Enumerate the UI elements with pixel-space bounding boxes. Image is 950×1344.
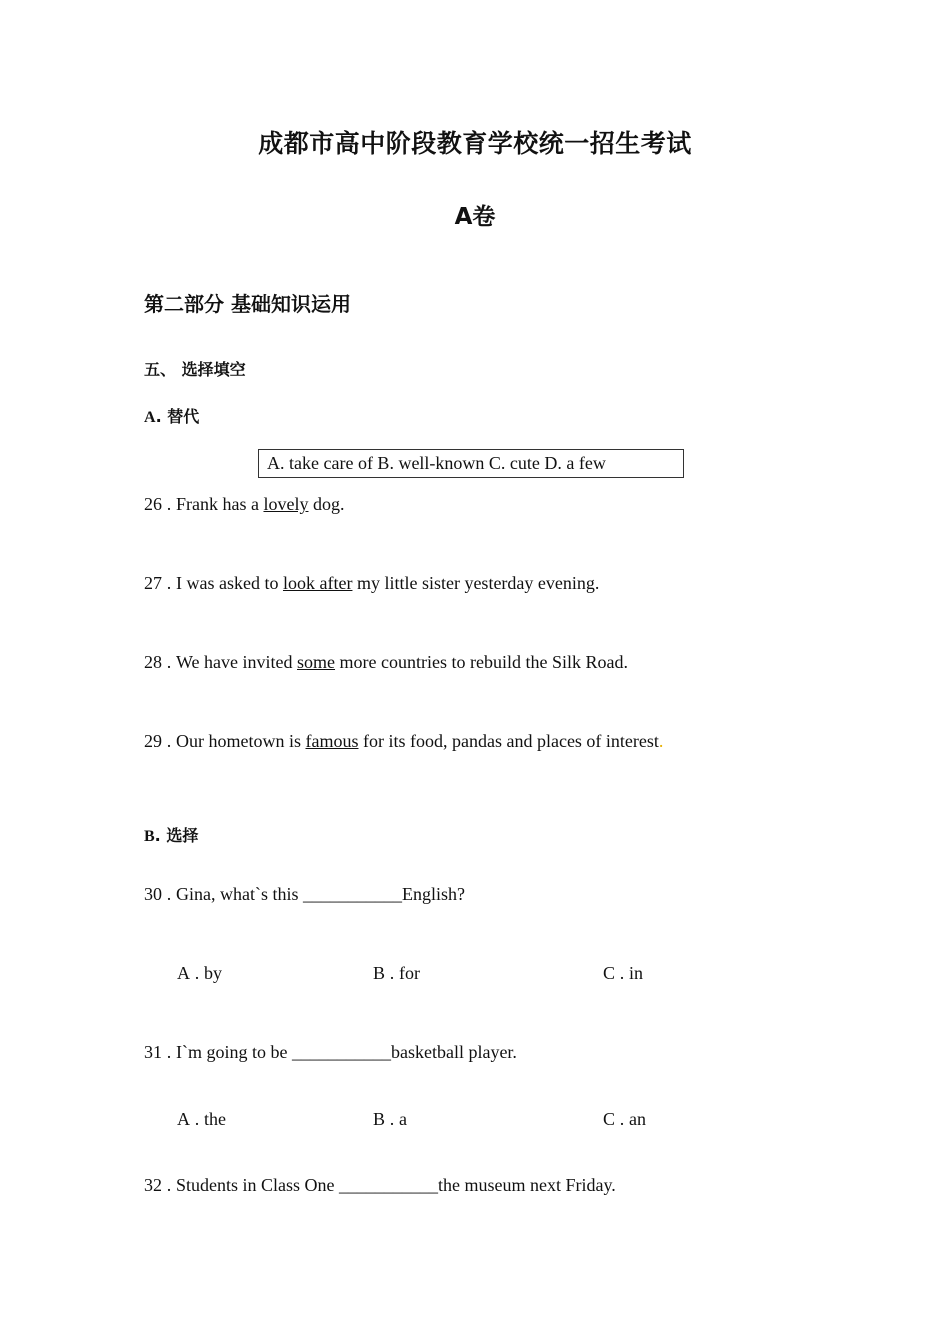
subsection-b-heading: [144, 823, 198, 846]
question-sep: .: [166, 884, 172, 904]
option-text: in: [629, 963, 644, 983]
paper-label: A卷: [454, 204, 496, 230]
edit-mark: .: [658, 731, 664, 751]
option-c: [603, 963, 643, 984]
option-text: the: [204, 1109, 226, 1129]
subsection-a-heading: [144, 404, 199, 427]
option-text: for: [399, 963, 421, 983]
option-sep: .: [619, 1109, 625, 1129]
option-letter: A: [177, 1109, 190, 1129]
question-27: [144, 573, 599, 594]
option-letter: C: [603, 963, 616, 983]
option-letter: B: [373, 1109, 386, 1129]
subsection-a-label: A: [144, 409, 156, 426]
option-sep: .: [389, 963, 395, 983]
question-sep: .: [166, 573, 172, 593]
question-text: Students in Class One ___________the museum next Friday.: [176, 1175, 616, 1195]
question-number: 32: [144, 1175, 162, 1195]
option-sep: .: [194, 963, 200, 983]
question-31: [144, 1042, 517, 1063]
question-text-end: for its food, pandas and places of interest: [358, 731, 659, 751]
question-32: [144, 1175, 616, 1196]
underlined-word: lovely: [263, 494, 309, 514]
question-text: Gina, what`s this ___________English?: [176, 884, 465, 904]
section-heading: 五、 选择填空: [144, 360, 246, 379]
underlined-word: famous: [305, 731, 359, 751]
exam-title: 成都市高中阶段教育学校统一招生考试: [258, 129, 692, 158]
question-text: I`m going to be ___________basketball player.: [176, 1042, 517, 1062]
underlined-word: look after: [282, 573, 353, 593]
question-26: [144, 494, 344, 515]
question-number: 27: [144, 573, 162, 593]
option-c: [603, 1109, 646, 1130]
question-29: [144, 731, 663, 752]
question-text-end: my little sister yesterday evening.: [352, 573, 600, 593]
option-b: [373, 1109, 407, 1130]
subsection-b-label: B: [144, 828, 155, 845]
subsection-b-title: 选择: [166, 826, 199, 845]
option-letter: A: [177, 963, 190, 983]
question-number: 30: [144, 884, 162, 904]
question-text: Frank has a: [176, 494, 264, 514]
option-letter: B: [373, 963, 386, 983]
subsection-a-sep: .: [155, 407, 162, 426]
option-b: [373, 963, 420, 984]
option-text: an: [629, 1109, 647, 1129]
option-text: a: [399, 1109, 408, 1129]
question-text: I was asked to: [176, 573, 283, 593]
subsection-a-title: 替代: [167, 407, 200, 426]
question-text-end: more countries to rebuild the Silk Road.: [335, 652, 628, 672]
part-heading: 第二部分 基础知识运用: [144, 292, 351, 316]
question-number: 31: [144, 1042, 162, 1062]
question-number: 29: [144, 731, 162, 751]
option-sep: .: [619, 963, 625, 983]
word-box: A. take care of B. well-known C. cute D. a few: [258, 449, 684, 478]
option-sep: .: [194, 1109, 200, 1129]
question-number: 26: [144, 494, 162, 514]
option-letter: C: [603, 1109, 616, 1129]
option-a: [177, 963, 222, 984]
question-text: We have invited: [176, 652, 298, 672]
question-text: Our hometown is: [176, 731, 306, 751]
question-sep: .: [166, 731, 172, 751]
underlined-word: some: [297, 652, 336, 672]
question-text-end: dog.: [308, 494, 345, 514]
option-text: by: [204, 963, 222, 983]
question-28: [144, 652, 628, 673]
question-sep: .: [166, 494, 172, 514]
question-30: [144, 884, 465, 905]
question-number: 28: [144, 652, 162, 672]
question-sep: .: [166, 1042, 172, 1062]
question-sep: .: [166, 652, 172, 672]
subsection-b-sep: .: [154, 826, 161, 845]
question-sep: .: [166, 1175, 172, 1195]
option-sep: .: [389, 1109, 395, 1129]
option-a: [177, 1109, 226, 1130]
